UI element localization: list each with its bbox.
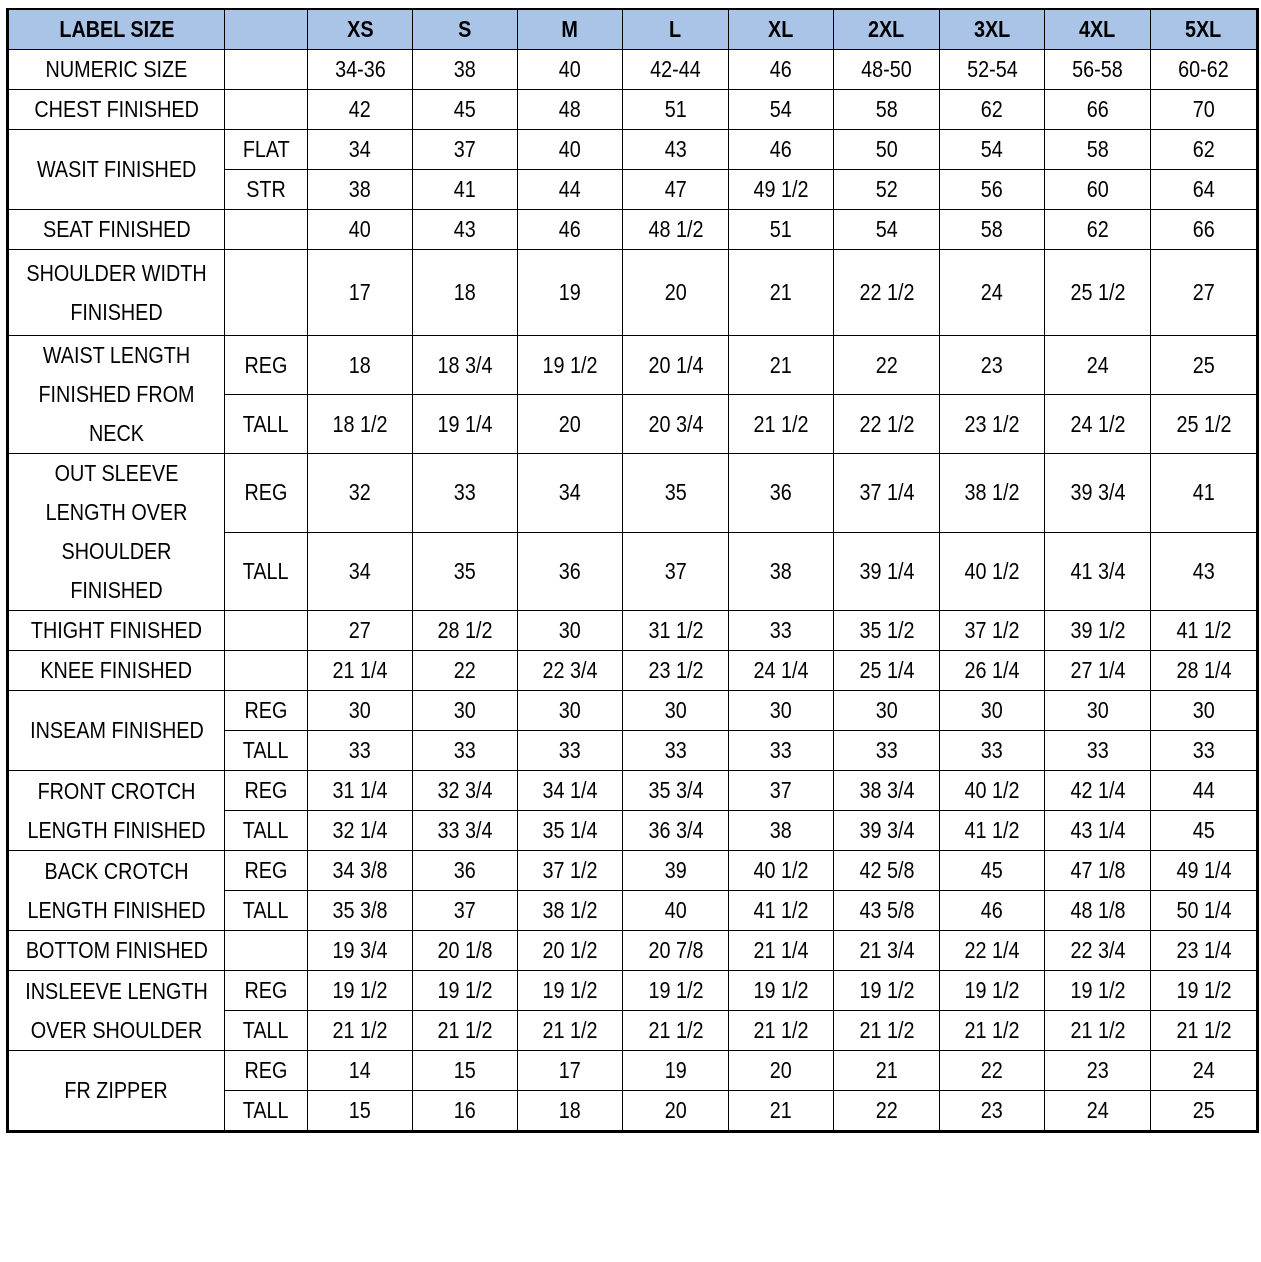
size-value-cell: 31 1/2 bbox=[623, 611, 729, 651]
size-value-cell: 19 1/2 bbox=[940, 971, 1045, 1011]
size-value-cell: 43 1/4 bbox=[1045, 811, 1151, 851]
size-value-cell: 18 bbox=[518, 1091, 623, 1132]
size-value-cell: 47 bbox=[623, 170, 729, 210]
header-label-size: LABEL SIZE bbox=[8, 9, 225, 50]
table-row bbox=[8, 250, 1258, 336]
size-value-cell: 22 3/4 bbox=[518, 651, 623, 691]
size-value-cell: 39 bbox=[623, 851, 729, 891]
row-sublabel: TALL bbox=[225, 811, 308, 851]
row-sublabel bbox=[225, 651, 308, 691]
size-value-cell: 48-50 bbox=[834, 50, 940, 90]
size-value-cell: 21 bbox=[729, 250, 834, 336]
row-sublabel: REG bbox=[225, 1051, 308, 1091]
row-label: KNEE FINISHED bbox=[8, 651, 225, 691]
size-value-cell: 66 bbox=[1151, 210, 1258, 250]
size-value-cell: 19 1/2 bbox=[308, 971, 413, 1011]
size-value-cell: 46 bbox=[940, 891, 1045, 931]
row-sublabel: FLAT bbox=[225, 130, 308, 170]
size-value-cell: 45 bbox=[940, 851, 1045, 891]
size-value-cell: 30 bbox=[413, 691, 518, 731]
size-value-cell: 25 bbox=[1151, 336, 1258, 395]
size-value-cell: 49 1/2 bbox=[729, 170, 834, 210]
size-value-cell: 25 1/4 bbox=[834, 651, 940, 691]
size-value-cell: 62 bbox=[1045, 210, 1151, 250]
size-value-cell: 38 bbox=[729, 811, 834, 851]
size-value-cell: 19 1/2 bbox=[518, 336, 623, 395]
size-value-cell: 37 1/4 bbox=[834, 454, 940, 533]
size-value-cell: 28 1/2 bbox=[413, 611, 518, 651]
size-value-cell: 19 3/4 bbox=[308, 931, 413, 971]
row-label: THIGHT FINISHED bbox=[8, 611, 225, 651]
row-sublabel: REG bbox=[225, 851, 308, 891]
size-value-cell: 56-58 bbox=[1045, 50, 1151, 90]
size-value-cell: 21 1/2 bbox=[834, 1011, 940, 1051]
size-value-cell: 23 1/2 bbox=[940, 395, 1045, 454]
size-value-cell: 35 3/4 bbox=[623, 771, 729, 811]
size-value-cell: 33 bbox=[518, 731, 623, 771]
row-sublabel: REG bbox=[225, 454, 308, 533]
row-sublabel bbox=[225, 90, 308, 130]
table-row bbox=[8, 1051, 1258, 1091]
size-value-cell: 43 bbox=[413, 210, 518, 250]
size-value-cell: 25 bbox=[1151, 1091, 1258, 1132]
size-value-cell: 21 1/2 bbox=[729, 395, 834, 454]
size-value-cell: 21 3/4 bbox=[834, 931, 940, 971]
size-value-cell: 20 1/2 bbox=[518, 931, 623, 971]
header-size: 5XL bbox=[1151, 9, 1258, 50]
size-value-cell: 38 1/2 bbox=[518, 891, 623, 931]
row-label: WAIST LENGTH FINISHED FROM NECK bbox=[8, 336, 225, 454]
size-value-cell: 21 bbox=[834, 1051, 940, 1091]
size-value-cell: 33 bbox=[1151, 731, 1258, 771]
size-value-cell: 42 bbox=[308, 90, 413, 130]
size-value-cell: 33 bbox=[623, 731, 729, 771]
row-sublabel: REG bbox=[225, 336, 308, 395]
size-value-cell: 64 bbox=[1151, 170, 1258, 210]
row-sublabel: REG bbox=[225, 971, 308, 1011]
size-value-cell: 20 bbox=[623, 250, 729, 336]
size-value-cell: 21 1/4 bbox=[729, 931, 834, 971]
size-value-cell: 22 bbox=[413, 651, 518, 691]
size-value-cell: 36 bbox=[413, 851, 518, 891]
size-value-cell: 31 1/4 bbox=[308, 771, 413, 811]
size-value-cell: 27 1/4 bbox=[1045, 651, 1151, 691]
row-label: OUT SLEEVE LENGTH OVER SHOULDER FINISHED bbox=[8, 454, 225, 611]
size-value-cell: 22 1/2 bbox=[834, 395, 940, 454]
header-size: M bbox=[518, 9, 623, 50]
size-value-cell: 23 1/2 bbox=[623, 651, 729, 691]
row-sublabel: TALL bbox=[225, 1011, 308, 1051]
size-value-cell: 20 1/8 bbox=[413, 931, 518, 971]
size-value-cell: 37 bbox=[413, 891, 518, 931]
row-sublabel bbox=[225, 50, 308, 90]
size-value-cell: 30 bbox=[308, 691, 413, 731]
size-value-cell: 25 1/2 bbox=[1151, 395, 1258, 454]
size-value-cell: 30 bbox=[729, 691, 834, 731]
size-value-cell: 41 bbox=[1151, 454, 1258, 533]
size-value-cell: 21 1/2 bbox=[1151, 1011, 1258, 1051]
size-value-cell: 43 bbox=[1151, 532, 1258, 611]
size-value-cell: 52 bbox=[834, 170, 940, 210]
size-value-cell: 32 1/4 bbox=[308, 811, 413, 851]
row-sublabel: TALL bbox=[225, 532, 308, 611]
size-value-cell: 20 7/8 bbox=[623, 931, 729, 971]
size-value-cell: 42 5/8 bbox=[834, 851, 940, 891]
size-value-cell: 38 bbox=[308, 170, 413, 210]
size-value-cell: 46 bbox=[518, 210, 623, 250]
size-value-cell: 41 1/2 bbox=[729, 891, 834, 931]
header-blank bbox=[225, 9, 308, 50]
size-value-cell: 46 bbox=[729, 130, 834, 170]
size-value-cell: 22 1/2 bbox=[834, 250, 940, 336]
size-value-cell: 24 bbox=[1045, 1091, 1151, 1132]
size-value-cell: 21 1/4 bbox=[308, 651, 413, 691]
size-value-cell: 17 bbox=[308, 250, 413, 336]
size-value-cell: 30 bbox=[834, 691, 940, 731]
size-value-cell: 24 bbox=[1045, 336, 1151, 395]
table-row bbox=[8, 651, 1258, 691]
size-value-cell: 42-44 bbox=[623, 50, 729, 90]
size-value-cell: 30 bbox=[623, 691, 729, 731]
size-value-cell: 21 1/2 bbox=[729, 1011, 834, 1051]
row-label: INSEAM FINISHED bbox=[8, 691, 225, 771]
row-label: BACK CROTCH LENGTH FINISHED bbox=[8, 851, 225, 931]
size-value-cell: 34 bbox=[518, 454, 623, 533]
size-value-cell: 21 bbox=[729, 336, 834, 395]
size-value-cell: 18 bbox=[308, 336, 413, 395]
row-label: FRONT CROTCH LENGTH FINISHED bbox=[8, 771, 225, 851]
table-row bbox=[8, 50, 1258, 90]
size-value-cell: 19 bbox=[623, 1051, 729, 1091]
size-value-cell: 19 1/2 bbox=[518, 971, 623, 1011]
row-sublabel: TALL bbox=[225, 731, 308, 771]
size-value-cell: 23 bbox=[940, 1091, 1045, 1132]
row-label: SHOULDER WIDTH FINISHED bbox=[8, 250, 225, 336]
size-value-cell: 34-36 bbox=[308, 50, 413, 90]
size-value-cell: 45 bbox=[413, 90, 518, 130]
size-value-cell: 27 bbox=[308, 611, 413, 651]
size-value-cell: 39 3/4 bbox=[834, 811, 940, 851]
size-value-cell: 44 bbox=[518, 170, 623, 210]
header-size: L bbox=[623, 9, 729, 50]
size-value-cell: 49 1/4 bbox=[1151, 851, 1258, 891]
row-sublabel: STR bbox=[225, 170, 308, 210]
size-value-cell: 58 bbox=[940, 210, 1045, 250]
size-value-cell: 45 bbox=[1151, 811, 1258, 851]
size-value-cell: 40 bbox=[623, 891, 729, 931]
size-value-cell: 40 bbox=[518, 50, 623, 90]
size-value-cell: 19 1/2 bbox=[623, 971, 729, 1011]
row-label: INSLEEVE LENGTH OVER SHOULDER bbox=[8, 971, 225, 1051]
size-value-cell: 15 bbox=[413, 1051, 518, 1091]
row-sublabel: TALL bbox=[225, 395, 308, 454]
header-size: S bbox=[413, 9, 518, 50]
size-value-cell: 38 bbox=[413, 50, 518, 90]
size-value-cell: 37 bbox=[413, 130, 518, 170]
size-value-cell: 20 bbox=[518, 395, 623, 454]
row-sublabel: REG bbox=[225, 691, 308, 731]
size-value-cell: 30 bbox=[518, 611, 623, 651]
table-row bbox=[8, 771, 1258, 811]
size-value-cell: 21 1/2 bbox=[1045, 1011, 1151, 1051]
table-row bbox=[8, 336, 1258, 395]
row-label: FR ZIPPER bbox=[8, 1051, 225, 1132]
size-value-cell: 33 bbox=[834, 731, 940, 771]
size-value-cell: 19 1/2 bbox=[834, 971, 940, 1011]
size-value-cell: 41 1/2 bbox=[940, 811, 1045, 851]
size-value-cell: 58 bbox=[1045, 130, 1151, 170]
size-value-cell: 41 1/2 bbox=[1151, 611, 1258, 651]
size-value-cell: 27 bbox=[1151, 250, 1258, 336]
size-value-cell: 34 bbox=[308, 130, 413, 170]
size-value-cell: 48 bbox=[518, 90, 623, 130]
size-value-cell: 24 bbox=[940, 250, 1045, 336]
size-value-cell: 58 bbox=[834, 90, 940, 130]
size-value-cell: 19 1/2 bbox=[1045, 971, 1151, 1011]
size-value-cell: 30 bbox=[1045, 691, 1151, 731]
row-sublabel bbox=[225, 210, 308, 250]
size-value-cell: 36 bbox=[518, 532, 623, 611]
table-row bbox=[8, 931, 1258, 971]
table-row bbox=[8, 454, 1258, 533]
size-value-cell: 34 bbox=[308, 532, 413, 611]
row-sublabel bbox=[225, 931, 308, 971]
size-value-cell: 23 bbox=[940, 336, 1045, 395]
table-row bbox=[8, 691, 1258, 731]
size-value-cell: 41 3/4 bbox=[1045, 532, 1151, 611]
size-value-cell: 54 bbox=[834, 210, 940, 250]
size-value-cell: 54 bbox=[729, 90, 834, 130]
size-value-cell: 30 bbox=[940, 691, 1045, 731]
size-value-cell: 20 1/4 bbox=[623, 336, 729, 395]
size-value-cell: 18 1/2 bbox=[308, 395, 413, 454]
size-value-cell: 43 bbox=[623, 130, 729, 170]
size-value-cell: 35 1/2 bbox=[834, 611, 940, 651]
size-value-cell: 21 1/2 bbox=[940, 1011, 1045, 1051]
table-row bbox=[8, 90, 1258, 130]
header-size: XL bbox=[729, 9, 834, 50]
size-value-cell: 37 1/2 bbox=[940, 611, 1045, 651]
size-value-cell: 51 bbox=[729, 210, 834, 250]
size-value-cell: 35 3/8 bbox=[308, 891, 413, 931]
size-value-cell: 40 1/2 bbox=[940, 771, 1045, 811]
row-sublabel bbox=[225, 250, 308, 336]
size-chart-table bbox=[6, 8, 1259, 1133]
size-value-cell: 34 3/8 bbox=[308, 851, 413, 891]
size-value-cell: 26 1/4 bbox=[940, 651, 1045, 691]
table-row bbox=[8, 851, 1258, 891]
header-size: 4XL bbox=[1045, 9, 1151, 50]
size-value-cell: 33 bbox=[413, 731, 518, 771]
size-value-cell: 48 1/2 bbox=[623, 210, 729, 250]
size-value-cell: 40 1/2 bbox=[729, 851, 834, 891]
header-size: XS bbox=[308, 9, 413, 50]
size-value-cell: 20 bbox=[623, 1091, 729, 1132]
size-value-cell: 24 bbox=[1151, 1051, 1258, 1091]
size-value-cell: 28 1/4 bbox=[1151, 651, 1258, 691]
size-value-cell: 66 bbox=[1045, 90, 1151, 130]
size-value-cell: 35 bbox=[413, 532, 518, 611]
size-value-cell: 34 1/4 bbox=[518, 771, 623, 811]
size-value-cell: 16 bbox=[413, 1091, 518, 1132]
size-value-cell: 33 bbox=[940, 731, 1045, 771]
size-value-cell: 22 bbox=[834, 336, 940, 395]
size-value-cell: 33 3/4 bbox=[413, 811, 518, 851]
size-value-cell: 24 1/4 bbox=[729, 651, 834, 691]
size-value-cell: 37 1/2 bbox=[518, 851, 623, 891]
size-value-cell: 60-62 bbox=[1151, 50, 1258, 90]
size-value-cell: 50 1/4 bbox=[1151, 891, 1258, 931]
size-value-cell: 38 3/4 bbox=[834, 771, 940, 811]
size-value-cell: 36 bbox=[729, 454, 834, 533]
size-value-cell: 46 bbox=[729, 50, 834, 90]
size-value-cell: 70 bbox=[1151, 90, 1258, 130]
size-value-cell: 39 1/4 bbox=[834, 532, 940, 611]
size-value-cell: 62 bbox=[940, 90, 1045, 130]
size-value-cell: 35 1/4 bbox=[518, 811, 623, 851]
size-value-cell: 37 bbox=[623, 532, 729, 611]
size-value-cell: 22 3/4 bbox=[1045, 931, 1151, 971]
size-value-cell: 48 1/8 bbox=[1045, 891, 1151, 931]
size-value-cell: 41 bbox=[413, 170, 518, 210]
size-value-cell: 18 bbox=[413, 250, 518, 336]
size-value-cell: 43 5/8 bbox=[834, 891, 940, 931]
size-value-cell: 14 bbox=[308, 1051, 413, 1091]
row-sublabel bbox=[225, 611, 308, 651]
size-value-cell: 40 bbox=[308, 210, 413, 250]
table-row bbox=[8, 210, 1258, 250]
row-label: CHEST FINISHED bbox=[8, 90, 225, 130]
size-value-cell: 19 bbox=[518, 250, 623, 336]
size-value-cell: 21 1/2 bbox=[518, 1011, 623, 1051]
size-value-cell: 20 3/4 bbox=[623, 395, 729, 454]
row-sublabel: REG bbox=[225, 771, 308, 811]
size-value-cell: 21 1/2 bbox=[413, 1011, 518, 1051]
size-value-cell: 54 bbox=[940, 130, 1045, 170]
size-value-cell: 24 1/2 bbox=[1045, 395, 1151, 454]
size-value-cell: 39 1/2 bbox=[1045, 611, 1151, 651]
size-value-cell: 47 1/8 bbox=[1045, 851, 1151, 891]
row-sublabel: TALL bbox=[225, 891, 308, 931]
size-value-cell: 21 1/2 bbox=[623, 1011, 729, 1051]
size-value-cell: 37 bbox=[729, 771, 834, 811]
row-sublabel: TALL bbox=[225, 1091, 308, 1132]
size-value-cell: 60 bbox=[1045, 170, 1151, 210]
size-value-cell: 18 3/4 bbox=[413, 336, 518, 395]
size-value-cell: 32 3/4 bbox=[413, 771, 518, 811]
size-value-cell: 38 bbox=[729, 532, 834, 611]
size-value-cell: 20 bbox=[729, 1051, 834, 1091]
size-value-cell: 32 bbox=[308, 454, 413, 533]
size-value-cell: 40 bbox=[518, 130, 623, 170]
size-value-cell: 22 1/4 bbox=[940, 931, 1045, 971]
size-value-cell: 22 bbox=[834, 1091, 940, 1132]
size-value-cell: 23 bbox=[1045, 1051, 1151, 1091]
size-value-cell: 40 1/2 bbox=[940, 532, 1045, 611]
size-value-cell: 44 bbox=[1151, 771, 1258, 811]
size-value-cell: 25 1/2 bbox=[1045, 250, 1151, 336]
size-value-cell: 23 1/4 bbox=[1151, 931, 1258, 971]
size-value-cell: 21 1/2 bbox=[308, 1011, 413, 1051]
size-value-cell: 19 1/4 bbox=[413, 395, 518, 454]
header-row bbox=[8, 9, 1258, 50]
size-value-cell: 52-54 bbox=[940, 50, 1045, 90]
size-value-cell: 39 3/4 bbox=[1045, 454, 1151, 533]
row-label: SEAT FINISHED bbox=[8, 210, 225, 250]
size-value-cell: 17 bbox=[518, 1051, 623, 1091]
size-value-cell: 22 bbox=[940, 1051, 1045, 1091]
header-size: 3XL bbox=[940, 9, 1045, 50]
table-body bbox=[8, 50, 1258, 1132]
size-value-cell: 62 bbox=[1151, 130, 1258, 170]
size-value-cell: 35 bbox=[623, 454, 729, 533]
size-value-cell: 15 bbox=[308, 1091, 413, 1132]
size-value-cell: 30 bbox=[1151, 691, 1258, 731]
size-value-cell: 42 1/4 bbox=[1045, 771, 1151, 811]
size-value-cell: 19 1/2 bbox=[729, 971, 834, 1011]
size-value-cell: 38 1/2 bbox=[940, 454, 1045, 533]
size-value-cell: 33 bbox=[413, 454, 518, 533]
row-label: WASIT FINISHED bbox=[8, 130, 225, 210]
header-size: 2XL bbox=[834, 9, 940, 50]
size-value-cell: 30 bbox=[518, 691, 623, 731]
size-value-cell: 19 1/2 bbox=[413, 971, 518, 1011]
table-row bbox=[8, 130, 1258, 170]
size-value-cell: 36 3/4 bbox=[623, 811, 729, 851]
size-value-cell: 33 bbox=[729, 731, 834, 771]
size-value-cell: 33 bbox=[729, 611, 834, 651]
size-value-cell: 56 bbox=[940, 170, 1045, 210]
size-value-cell: 21 bbox=[729, 1091, 834, 1132]
table-row bbox=[8, 611, 1258, 651]
size-value-cell: 33 bbox=[308, 731, 413, 771]
table-row bbox=[8, 971, 1258, 1011]
size-value-cell: 51 bbox=[623, 90, 729, 130]
size-value-cell: 33 bbox=[1045, 731, 1151, 771]
row-label: BOTTOM FINISHED bbox=[8, 931, 225, 971]
row-label: NUMERIC SIZE bbox=[8, 50, 225, 90]
size-value-cell: 50 bbox=[834, 130, 940, 170]
size-value-cell: 19 1/2 bbox=[1151, 971, 1258, 1011]
